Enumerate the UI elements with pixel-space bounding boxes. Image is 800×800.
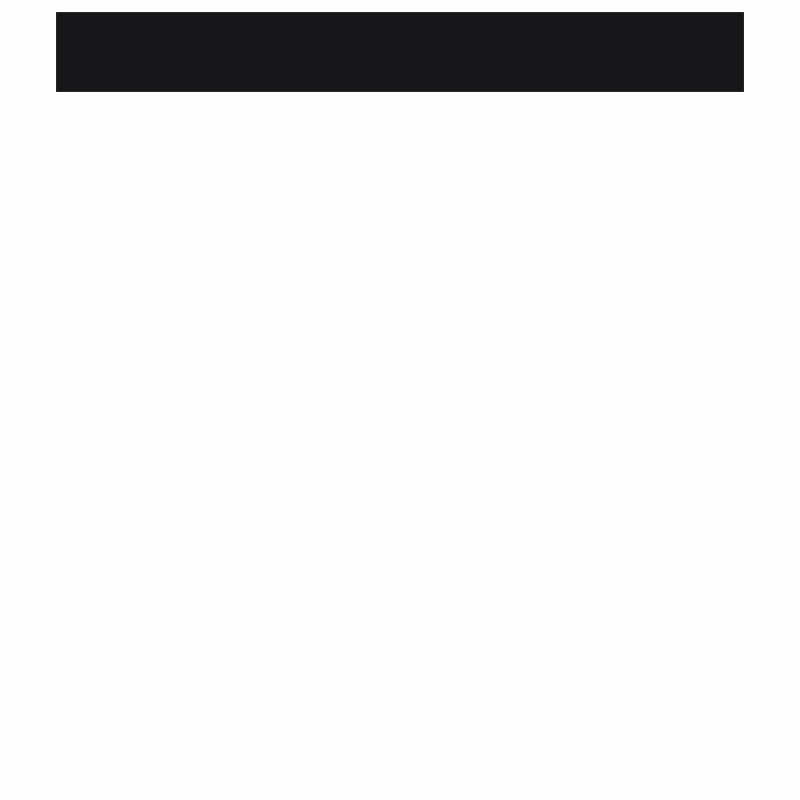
measurement-table-header <box>56 12 744 92</box>
measurement-table <box>44 12 756 92</box>
